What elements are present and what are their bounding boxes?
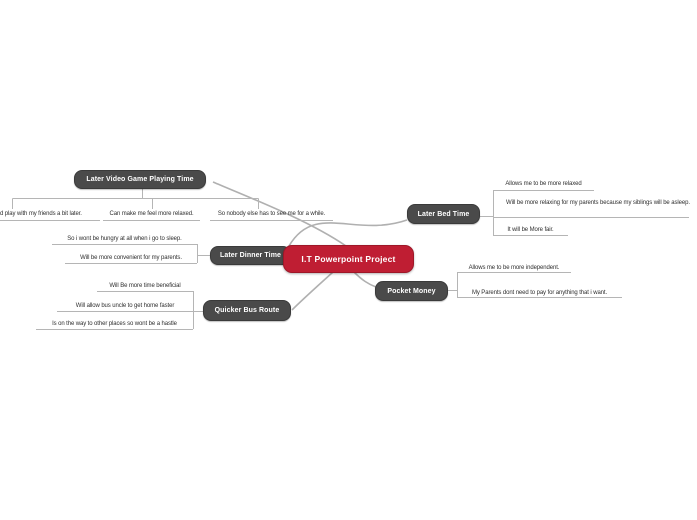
branch-topic-pocket-money[interactable]: Pocket Money xyxy=(375,281,448,301)
subtopic[interactable]: So nobody else has to see me for a while. xyxy=(217,211,326,217)
subtopic[interactable]: Is on the way to other places so wont be a hastle xyxy=(52,321,177,327)
subtopic[interactable]: Can make me feel more relaxed. xyxy=(109,211,194,217)
connector-root-bus-route xyxy=(292,272,333,310)
branch-topic-later-video-game-playing-time[interactable]: Later Video Game Playing Time xyxy=(74,170,206,189)
subtopic[interactable]: Will Be more time beneficial xyxy=(109,283,181,289)
subtopic[interactable]: Will allow bus uncle to get home faster xyxy=(75,303,175,309)
subtopic[interactable]: d play with my friends a bit later. xyxy=(0,211,82,217)
subtopic[interactable]: So i wont be hungry at all when i go to sleep. xyxy=(67,236,182,242)
subtopic[interactable]: Allows me to be more relaxed xyxy=(505,181,582,187)
subtopic[interactable]: Will be more relaxing for my parents because my siblings will be asleep. xyxy=(506,200,690,206)
root-topic[interactable]: I.T Powerpoint Project xyxy=(283,245,414,273)
branch-topic-later-dinner-time[interactable]: Later Dinner Time xyxy=(210,246,291,265)
subtopic[interactable]: Will be more convenient for my parents. xyxy=(80,255,182,261)
branch-topic-later-bed-time[interactable]: Later Bed Time xyxy=(407,204,480,224)
subtopic[interactable]: My Parents dont need to pay for anything that i want. xyxy=(471,289,608,296)
connector-root-pocket-money xyxy=(354,272,376,287)
subtopic[interactable]: It will be More fair. xyxy=(507,227,554,233)
subtopic[interactable]: Allows me to be more independent. xyxy=(468,265,560,271)
branch-topic-quicker-bus-route[interactable]: Quicker Bus Route xyxy=(203,300,291,321)
